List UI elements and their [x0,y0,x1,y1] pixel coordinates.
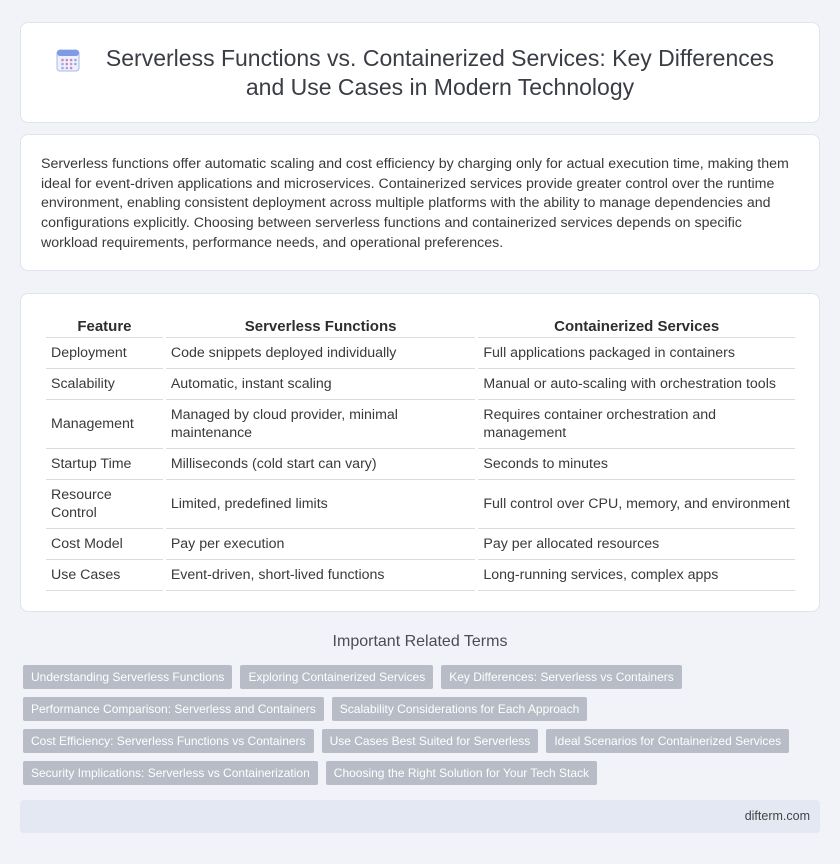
row-containerized: Pay per allocated resources [478,529,795,560]
row-serverless: Automatic, instant scaling [166,369,476,400]
row-serverless: Event-driven, short-lived functions [166,560,476,591]
row-containerized: Long-running services, complex apps [478,560,795,591]
related-term-tag[interactable]: Choosing the Right Solution for Your Tech Stack [326,761,597,785]
page-title: Serverless Functions vs. Containerized Services: Key Differences and Use Cases in Modern Technology [105,44,775,100]
header-feature: Feature [46,316,163,338]
footer [20,800,820,833]
related-term-tag[interactable]: Cost Efficiency: Serverless Functions vs Containers [23,729,314,753]
comparison-table-card [20,293,820,612]
title-card [20,22,820,123]
related-term-tag[interactable]: Performance Comparison: Serverless and Containers [23,697,324,721]
row-feature: Deployment [46,338,163,369]
row-containerized: Requires container orchestration and management [478,400,795,449]
related-term-tag[interactable]: Key Differences: Serverless vs Containers [441,665,682,689]
row-feature: Scalability [46,369,163,400]
row-feature: Management [46,400,163,449]
tag-row [23,729,803,753]
related-term-tag[interactable]: Ideal Scenarios for Containerized Services [546,729,789,753]
related-term-tag[interactable]: Understanding Serverless Functions [23,665,232,689]
related-terms-title: Important Related Terms [332,633,508,650]
tag-row [23,665,803,689]
table-row [46,369,795,400]
row-serverless: Managed by cloud provider, minimal maintenance [166,400,476,449]
row-serverless: Limited, predefined limits [166,480,476,529]
table-row [46,449,795,480]
table-row [46,400,795,449]
table-row [46,560,795,591]
row-containerized: Full applications packaged in containers [478,338,795,369]
row-feature: Cost Model [46,529,163,560]
related-term-tag[interactable]: Scalability Considerations for Each Approach [332,697,587,721]
row-feature: Use Cases [46,560,163,591]
row-containerized: Seconds to minutes [478,449,795,480]
row-serverless: Pay per execution [166,529,476,560]
footer-site-link[interactable]: difterm.com [744,809,810,823]
row-containerized: Manual or auto-scaling with orchestration tools [478,369,795,400]
related-term-tag[interactable]: Security Implications: Serverless vs Containerization [23,761,318,785]
related-term-tag[interactable]: Exploring Containerized Services [240,665,433,689]
comparison-table [43,316,798,591]
intro-card [20,134,820,271]
row-serverless: Code snippets deployed individually [166,338,476,369]
related-terms-list [23,665,803,793]
tag-row [23,697,803,721]
row-feature: Startup Time [46,449,163,480]
table-row [46,338,795,369]
tag-row [23,761,803,785]
table-row [46,529,795,560]
table-header-row [46,316,795,338]
header-serverless: Serverless Functions [166,316,476,338]
header-containerized: Containerized Services [478,316,795,338]
related-term-tag[interactable]: Use Cases Best Suited for Serverless [322,729,539,753]
table-row [46,480,795,529]
row-serverless: Milliseconds (cold start can vary) [166,449,476,480]
row-containerized: Full control over CPU, memory, and environment [478,480,795,529]
intro-paragraph: Serverless functions offer automatic scaling and cost efficiency by charging only for actual execution time, making them ideal for event-driven applications and microservices. Containerized services provide greater control over the runtime environment, enabling consistent deployment across multiple platforms with the ability to manage dependencies and configurations explicitly. Choosing between serverless functions and containerized services depends on specific workload requirements, performance needs, and operational preferences. [41,156,789,251]
row-feature: Resource Control [46,480,163,529]
